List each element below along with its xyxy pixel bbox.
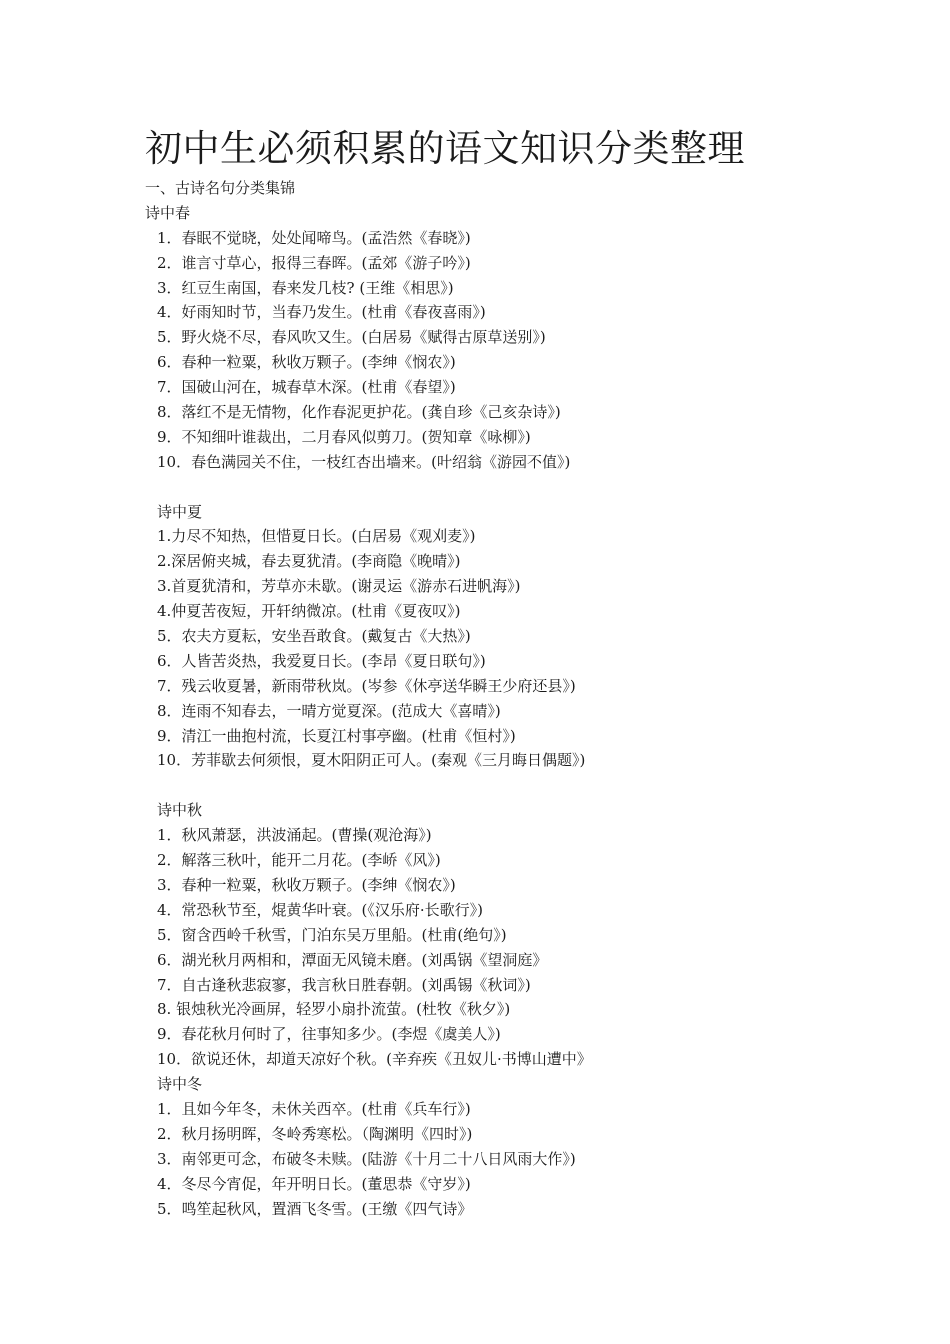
list-item: 8．落红不是无情物，化作春泥更护花。(龚自珍《己亥杂诗》) <box>157 403 561 422</box>
list-item: 8. 银烛秋光冷画屏，轻罗小扇扑流萤。(杜牧《秋夕》) <box>157 1000 511 1019</box>
spacer <box>145 475 865 500</box>
list-item: 7．残云收夏暑，新雨带秋岚。(岑参《休亭送华瞬王少府还县》) <box>157 676 576 695</box>
winter-heading: 诗中冬 <box>157 1075 203 1094</box>
list-item: 5．窗含西岭千秋雪，门泊东吴万里船。(杜甫(绝句》) <box>157 925 507 944</box>
list-item: 1．且如今年冬，未休关西卒。(杜甫《兵车行》) <box>157 1099 471 1118</box>
list-item: 3．春种一粒粟，秋收万颗子。(李绅《悯农》) <box>157 875 456 894</box>
list-item: 9．春花秋月何时了，往事知多少。(李煜《虞美人》) <box>157 1025 501 1044</box>
document-page <box>145 122 865 1221</box>
list-item: 9．不知细叶谁裁出，二月春风似剪刀。(贺知章《咏柳》) <box>157 427 531 446</box>
list-item: 10．欲说还休，却道天凉好个秋。(辛弃疾《丑奴儿·书博山遭中》 <box>157 1050 592 1069</box>
list-item: 2．谁言寸草心，报得三春晖。(孟郊《游子吟》) <box>157 253 471 272</box>
list-item: 2.深居俯夹城，春去夏犹清。(李商隐《晚晴》) <box>157 552 461 571</box>
list-item: 2．秋月扬明晖，冬岭秀寒松。（陶渊明《四时》) <box>157 1124 473 1143</box>
list-item: 1.力尽不知热，但惜夏日长。(白居易《观刈麦》) <box>157 527 476 546</box>
autumn-heading: 诗中秋 <box>157 801 203 820</box>
list-item: 3.首夏犹清和，芳草亦未歇。(谢灵运《游赤石进帆海》) <box>157 577 521 596</box>
list-item: 1．秋风萧瑟，洪波涌起。(曹操(观沧海》) <box>157 826 432 845</box>
list-item: 4.仲夏苦夜短，开轩纳微凉。(杜甫《夏夜叹》) <box>157 602 461 621</box>
list-item: 3．红豆生南国，春来发几枝? (王维《相思》) <box>157 278 454 297</box>
list-item: 4．冬尽今宵促，年开明日长。(董思恭《守岁》) <box>157 1174 471 1193</box>
list-item: 6．湖光秋月两相和，潭面无风镜未磨。(刘禹锅《望洞庭》 <box>157 950 548 969</box>
list-item: 7．自古逢秋悲寂寥，我言秋日胜春朝。(刘禹锡《秋词》) <box>157 975 531 994</box>
list-item: 5．鸣笙起秋风，置酒飞冬雪。(王缴《四气诗》 <box>157 1199 473 1218</box>
list-item: 4．常恐秋节至，焜黄华叶衰。(《汉乐府·长歌行》) <box>157 900 484 919</box>
list-item: 3．南邻更可念，布破冬未赎。(陆游《十月二十八日风雨大作》) <box>157 1149 576 1168</box>
list-item: 2．解落三秋叶，能开二月花。(李峤《风》) <box>157 851 441 870</box>
list-item: 10．芳菲歇去何须恨，夏木阳阴正可人。(秦观《三月晦日偶题》) <box>157 751 586 770</box>
list-item: 5．野火烧不尽，春风吹又生。(白居易《赋得古原草送别》) <box>157 328 546 347</box>
list-item: 5．农夫方夏耘，安坐吾敢食。(戴复古《大热》) <box>157 627 471 646</box>
list-item: 10．春色满园关不住，一枝红杏出墙来。(叶绍翁《游园不值》) <box>157 452 571 471</box>
spring-heading: 诗中春 <box>145 203 191 222</box>
list-item: 6．春种一粒粟，秋收万颗子。(李绅《悯农》) <box>157 353 456 372</box>
summer-heading: 诗中夏 <box>157 502 203 521</box>
list-item: 6．人皆苦炎热，我爱夏日长。(李昂《夏日联句》) <box>157 651 486 670</box>
list-item: 7．国破山河在，城春草木深。(杜甫《春望》) <box>157 378 456 397</box>
page-title: 初中生必须积累的语文知识分类整理 <box>145 127 745 170</box>
list-item: 4．好雨知时节，当春乃发生。(杜甫《春夜喜雨》) <box>157 303 486 322</box>
list-item: 1．春眠不觉晓，处处闻啼鸟。(孟浩然《春晓》) <box>157 228 471 247</box>
list-item: 9．清江一曲抱村流，长夏江村事亭幽。(杜甫《恒村》) <box>157 726 516 745</box>
spacer <box>145 773 865 798</box>
section-heading: 一、古诗名句分类集锦 <box>145 179 296 197</box>
list-item: 8．连雨不知春去，一晴方觉夏深。(范成大《喜晴》) <box>157 701 501 720</box>
